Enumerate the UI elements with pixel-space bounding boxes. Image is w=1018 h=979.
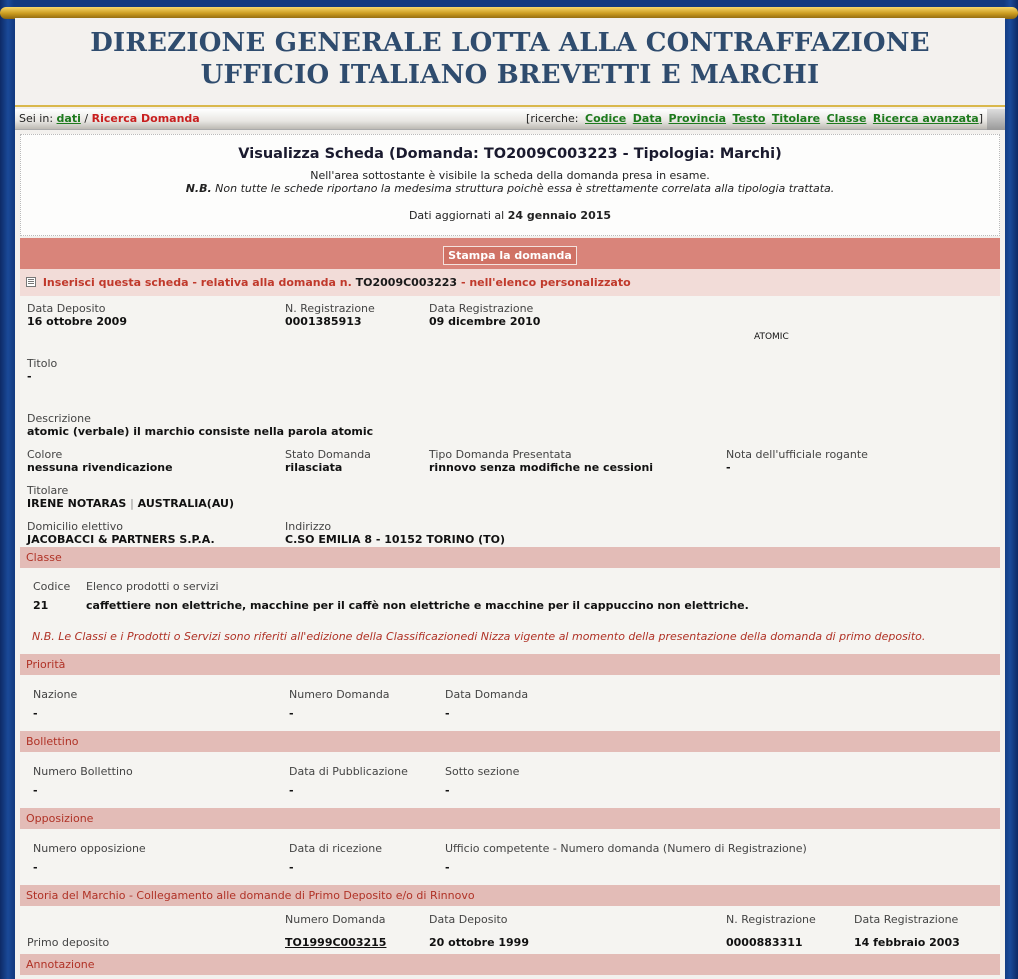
label-data-deposito: Data Deposito bbox=[27, 302, 106, 315]
label-elenco: Elenco prodotti o servizi bbox=[86, 580, 219, 593]
value-tipo-domanda: rinnovo senza modifiche ne cessioni bbox=[429, 461, 654, 474]
header-banner bbox=[15, 18, 1005, 107]
section-opposizione: Opposizione bbox=[20, 808, 1000, 829]
value-domicilio: JACOBACCI & PARTNERS S.P.A. bbox=[27, 533, 215, 546]
banner-line-2: UFFICIO ITALIANO BREVETTI E MARCHI bbox=[200, 60, 820, 90]
breadcrumb bbox=[15, 109, 1005, 130]
list-icon bbox=[26, 277, 36, 287]
insert-number: TO2009C003223 bbox=[355, 276, 458, 289]
value-titolo: - bbox=[27, 370, 32, 383]
link-primo-deposito[interactable]: TO1999C003215 bbox=[285, 936, 387, 949]
value-elenco: caffettiere non elettriche, macchine per il caffè non elettriche e macchine per il cappuccino non elettriche. bbox=[86, 599, 749, 612]
value-sotto-sezione: - bbox=[445, 784, 450, 797]
value-n-registrazione: 0001385913 bbox=[285, 315, 362, 328]
label-storia-deposito: Data Deposito bbox=[429, 913, 508, 926]
record-details bbox=[20, 296, 1000, 547]
value-nazione: - bbox=[33, 707, 38, 720]
value-titolare bbox=[27, 497, 234, 510]
search-link-classe[interactable]: Classe bbox=[826, 112, 867, 125]
value-ufficio-competente: - bbox=[445, 861, 450, 874]
insert-text-1: Inserisci questa scheda - relativa alla domanda n. bbox=[42, 276, 352, 289]
label-descrizione: Descrizione bbox=[27, 412, 91, 425]
intro-nb bbox=[21, 182, 999, 195]
value-numero-domanda: - bbox=[289, 707, 294, 720]
value-data-ricezione: - bbox=[289, 861, 294, 874]
label-colore: Colore bbox=[27, 448, 63, 461]
label-data-domanda: Data Domanda bbox=[445, 688, 529, 701]
search-links-prefix: [ricerche: bbox=[526, 112, 579, 125]
priorita-table bbox=[20, 675, 1000, 731]
label-data-ricezione: Data di ricezione bbox=[289, 842, 382, 855]
breadcrumb-link-dati[interactable]: dati bbox=[56, 112, 81, 125]
label-tipo-domanda: Tipo Domanda Presentata bbox=[429, 448, 572, 461]
search-link-codice[interactable]: Codice bbox=[585, 112, 627, 125]
titolare-country: AUSTRALIA(AU) bbox=[137, 497, 234, 510]
value-storia-deposito: 20 ottobre 1999 bbox=[429, 936, 529, 949]
print-button[interactable]: Stampa la domanda bbox=[443, 246, 577, 265]
search-link-avanzata[interactable]: Ricerca avanzata bbox=[872, 112, 979, 125]
label-storia-datareg: Data Registrazione bbox=[854, 913, 959, 926]
label-data-registrazione: Data Registrazione bbox=[429, 302, 534, 315]
section-priorita: Priorità bbox=[20, 654, 1000, 675]
label-indirizzo: Indirizzo bbox=[285, 520, 332, 533]
search-link-titolare[interactable]: Titolare bbox=[771, 112, 821, 125]
breadcrumb-current[interactable]: Ricerca Domanda bbox=[91, 112, 200, 125]
classe-nb-note: N.B. Le Classi e i Prodotti o Servizi sono riferiti all'edizione della Classificazionedi Nizza vigente al momento della presentazione della domanda di primo deposito. bbox=[20, 616, 1000, 654]
opposizione-table bbox=[20, 829, 1000, 885]
value-colore: nessuna rivendicazione bbox=[27, 461, 173, 474]
value-storia-datareg: 14 febbraio 2003 bbox=[854, 936, 960, 949]
bollettino-table bbox=[20, 752, 1000, 808]
intro-nb-text: Non tutte le schede riportano la medesima struttura poichè essa è strettamente correlata alla tipologia trattata. bbox=[215, 182, 835, 195]
titolare-name: IRENE NOTARAS bbox=[27, 497, 127, 510]
label-ufficio-competente: Ufficio competente - Numero domanda (Numero di Registrazione) bbox=[445, 842, 807, 855]
page-title: Visualizza Scheda (Domanda: TO2009C003223 - Tipologia: Marchi) bbox=[238, 146, 782, 162]
section-bollettino: Bollettino bbox=[20, 731, 1000, 752]
print-bar bbox=[20, 238, 1000, 269]
label-sotto-sezione: Sotto sezione bbox=[445, 765, 520, 778]
search-links-suffix: ] bbox=[978, 112, 983, 125]
label-stato-domanda: Stato Domanda bbox=[285, 448, 371, 461]
label-data-pubblicazione: Data di Pubblicazione bbox=[289, 765, 408, 778]
value-nota: - bbox=[726, 461, 731, 474]
value-codice: 21 bbox=[33, 599, 49, 612]
breadcrumb-separator: / bbox=[84, 112, 89, 125]
value-stato-domanda: rilasciata bbox=[285, 461, 343, 474]
value-data-pubblicazione: - bbox=[289, 784, 294, 797]
value-numero-bollettino: - bbox=[33, 784, 38, 797]
label-numero-domanda: Numero Domanda bbox=[289, 688, 390, 701]
insert-bar[interactable] bbox=[20, 269, 1000, 296]
banner-line-1: DIREZIONE GENERALE LOTTA ALLA CONTRAFFAZIONE bbox=[90, 28, 930, 58]
section-annotazione: Annotazione bbox=[20, 954, 1000, 975]
section-classe: Classe bbox=[20, 547, 1000, 568]
value-data-deposito: 16 ottobre 2009 bbox=[27, 315, 127, 328]
breadcrumb-prefix: Sei in: bbox=[19, 112, 54, 125]
value-indirizzo: C.SO EMILIA 8 - 10152 TORINO (TO) bbox=[285, 533, 506, 546]
trademark-image-caption: ATOMIC bbox=[754, 332, 789, 342]
section-storia: Storia del Marchio - Collegamento alle domande di Primo Deposito e/o di Rinnovo bbox=[20, 885, 1000, 906]
label-domicilio: Domicilio elettivo bbox=[27, 520, 123, 533]
classe-table bbox=[20, 568, 1000, 616]
label-primo-deposito: Primo deposito bbox=[27, 936, 110, 949]
scrollbar[interactable] bbox=[987, 109, 1005, 130]
label-codice: Codice bbox=[33, 580, 71, 593]
label-numero-opposizione: Numero opposizione bbox=[33, 842, 146, 855]
updated-date: 24 gennaio 2015 bbox=[507, 209, 612, 222]
value-data-domanda: - bbox=[445, 707, 450, 720]
label-nazione: Nazione bbox=[33, 688, 78, 701]
label-titolare: Titolare bbox=[27, 484, 69, 497]
intro-nb-label: N.B. bbox=[185, 182, 212, 195]
intro-box bbox=[20, 134, 1000, 236]
label-titolo: Titolo bbox=[27, 357, 58, 370]
search-links bbox=[526, 109, 983, 129]
insert-text-2: - nell'elenco personalizzato bbox=[460, 276, 631, 289]
main-content bbox=[20, 134, 1000, 975]
search-link-data[interactable]: Data bbox=[632, 112, 663, 125]
updated-label: Dati aggiornati al bbox=[408, 209, 505, 222]
label-storia-numero: Numero Domanda bbox=[285, 913, 386, 926]
titolare-separator: | bbox=[130, 497, 134, 510]
search-link-testo[interactable]: Testo bbox=[732, 112, 766, 125]
value-numero-opposizione: - bbox=[33, 861, 38, 874]
value-data-registrazione: 09 dicembre 2010 bbox=[429, 315, 541, 328]
label-numero-bollettino: Numero Bollettino bbox=[33, 765, 133, 778]
label-n-registrazione: N. Registrazione bbox=[285, 302, 375, 315]
page bbox=[15, 18, 1005, 979]
label-storia-nreg: N. Registrazione bbox=[726, 913, 816, 926]
storia-table bbox=[20, 906, 1000, 954]
intro-line: Nell'area sottostante è visibile la scheda della domanda presa in esame. bbox=[310, 169, 710, 182]
value-descrizione: atomic (verbale) il marchio consiste nella parola atomic bbox=[27, 425, 374, 438]
value-storia-nreg: 0000883311 bbox=[726, 936, 803, 949]
updated-line bbox=[21, 209, 999, 222]
label-nota: Nota dell'ufficiale rogante bbox=[726, 448, 868, 461]
search-link-provincia[interactable]: Provincia bbox=[668, 112, 727, 125]
